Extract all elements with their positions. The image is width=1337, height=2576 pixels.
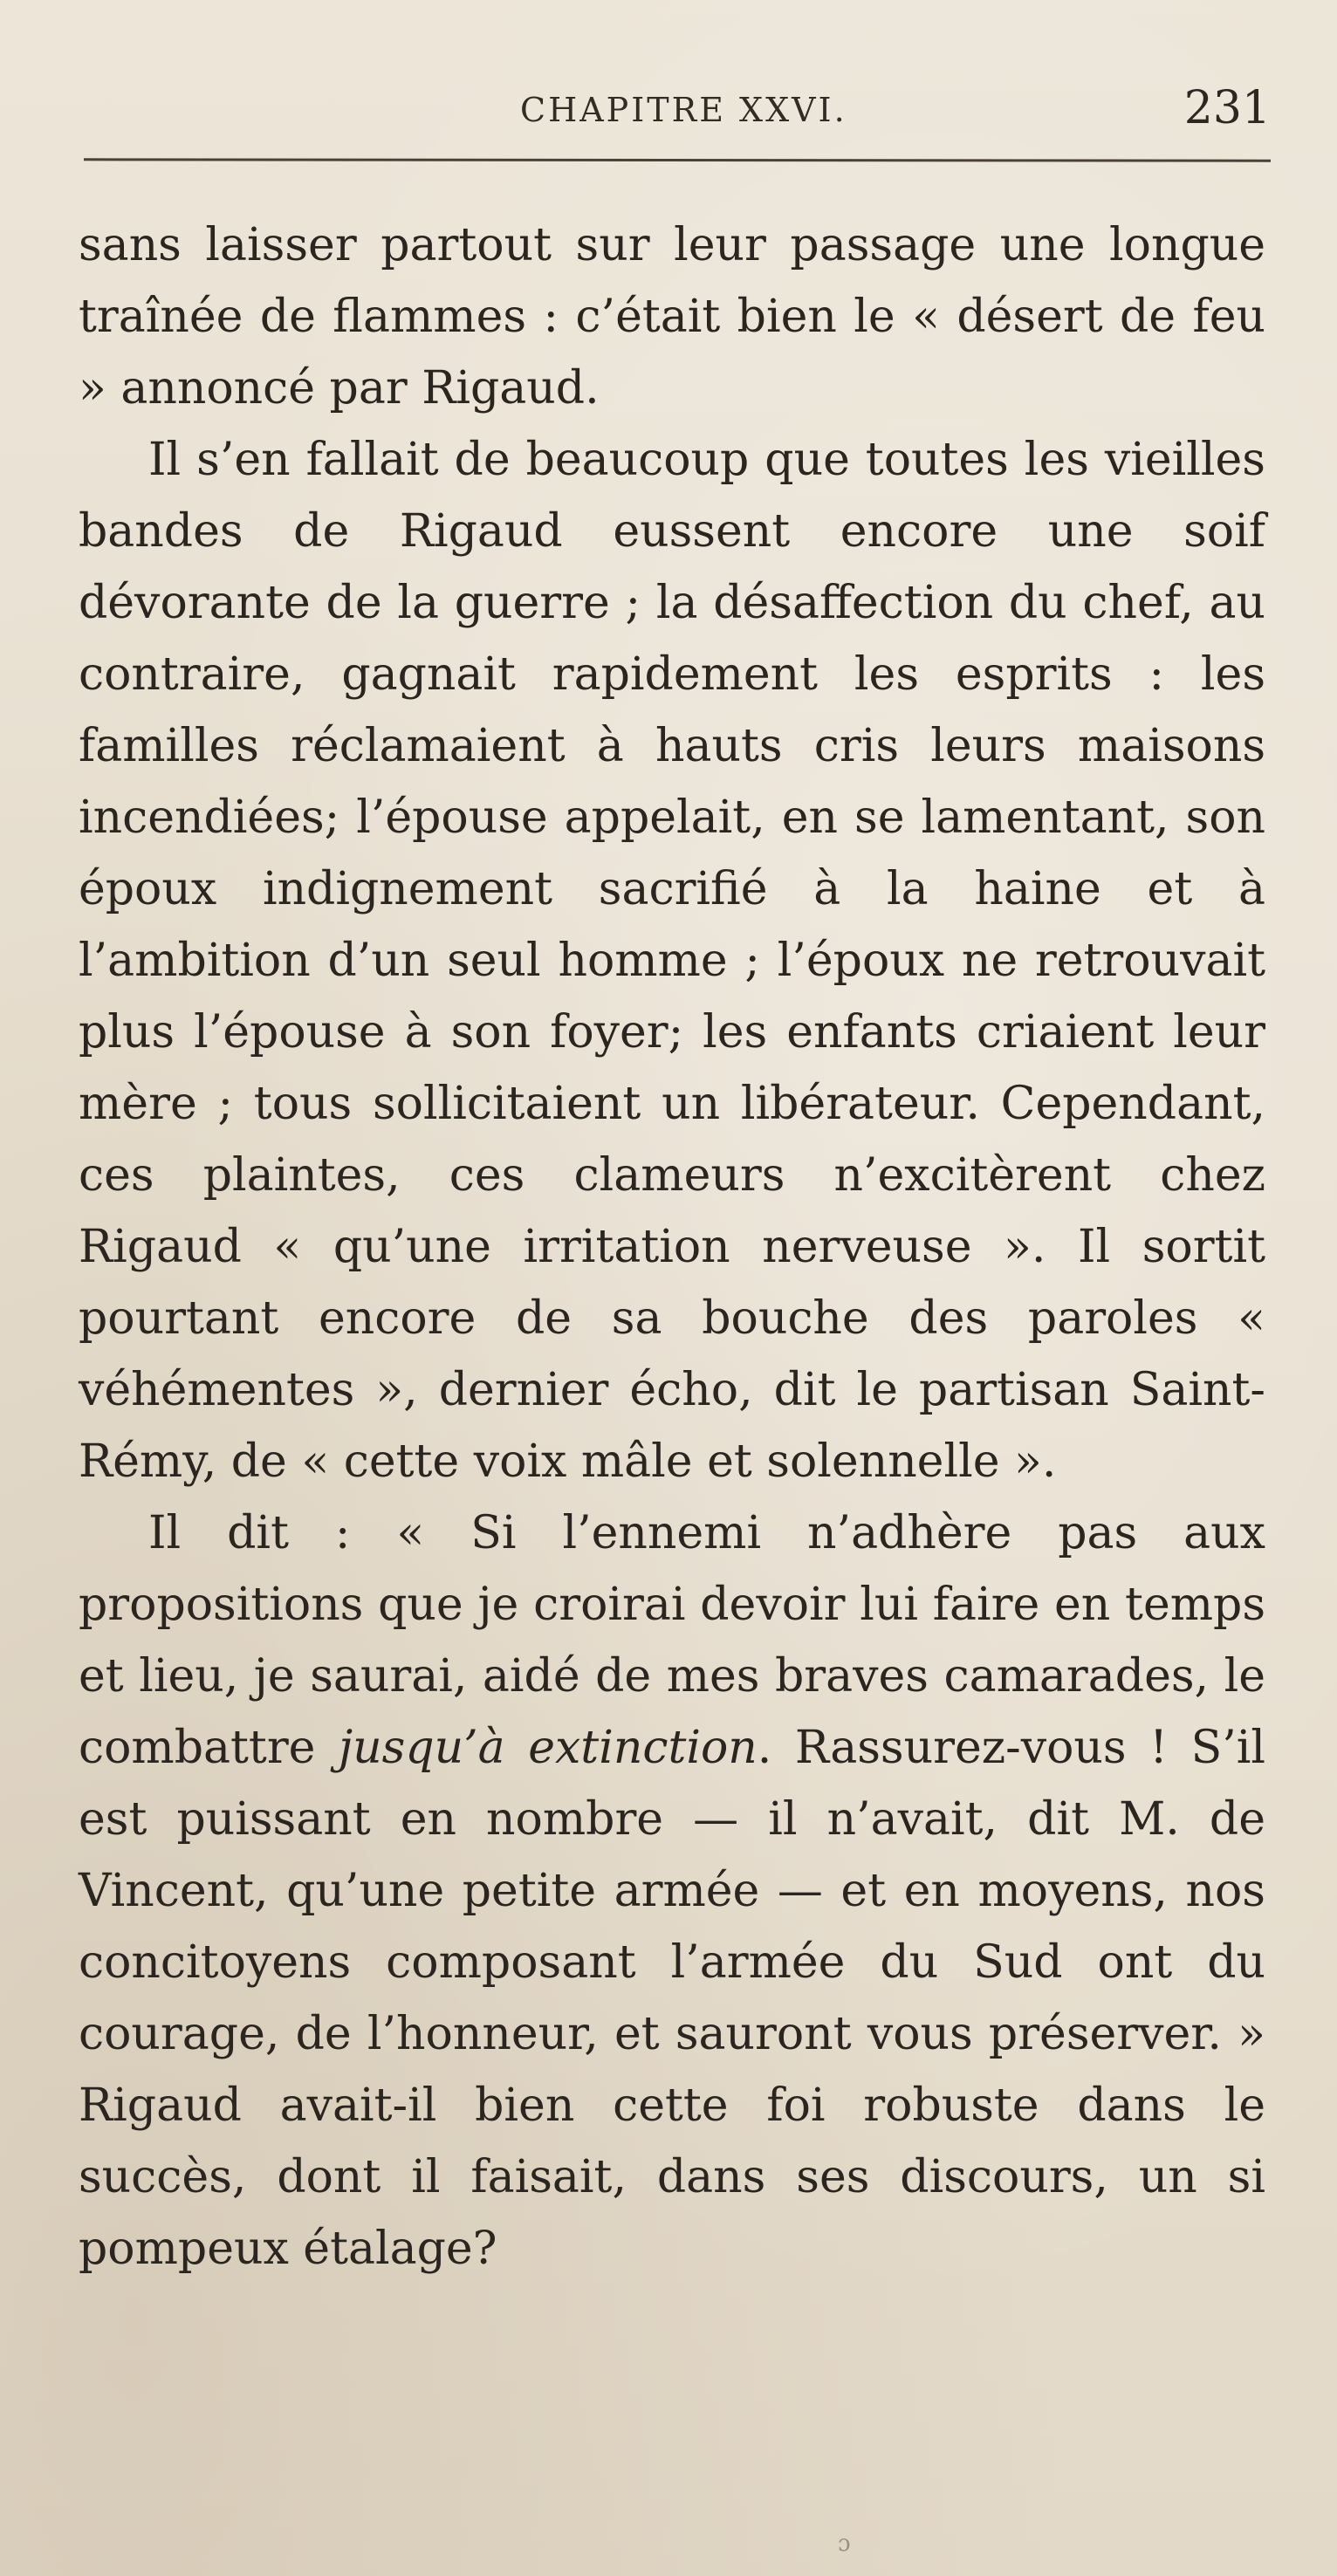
header-rule — [84, 158, 1271, 161]
chapter-title: CHAPITRE XXVI. — [520, 91, 847, 129]
paragraph-continuation: sans laisser partout sur leur passage une longue traînée de flammes : c’était bien le « désert de feu » annoncé par Rigaud. — [79, 219, 1265, 414]
paragraph-rigaud-speech — [79, 1497, 1265, 2285]
speech-text-after: . Rassurez-vous ! S’il est puissant en nombre — il n’avait, dit M. de Vincent, qu’une petite armée — et en moyens, nos concitoyens composant l’armée du Sud ont du courage, de l’honneur, et sauront vous préserver. » Rigaud avait-il bien cette foi robuste dans le succès, dont il faisait, dans ses discours, un si pompeux étalage? — [79, 1722, 1266, 2275]
folio-mark: ɔ — [838, 2531, 851, 2557]
page-number: 231 — [1183, 82, 1271, 134]
speech-italic-phrase: jusqu’à extinction — [339, 1722, 758, 1774]
speech-text-before: Il dit : « Si l’ennemi n’adhère pas aux propositions que je croirai devoir lui faire en temps et lieu, je saurai, aidé de mes braves camarades, le combattre — [79, 1507, 1265, 1774]
paragraph-rigaud-bands: Il s’en fallait de beaucoup que toutes les vieilles bandes de Rigaud eussent encore une soif dévorante de la guerre ; la désaffection du chef, au contraire, gagnait rapidement les esprits : les familles réclamaient à hauts cris leurs maisons incendiées; l’épouse appelait, en se lamentant, son époux indignement sacrifié à la haine et à l’ambition d’un seul homme ; l’époux ne retrouvait plus l’épouse à son foyer; les enfants criaient leur mère ; tous sollicitaient un libérateur. Cependant, ces plaintes, ces clameurs n’excitèrent chez Rigaud « qu’une irritation nerveuse ». Il sortit pourtant encore de sa bouche des paroles « véhémentes », dernier écho, dit le partisan Saint-Rémy, de « cette voix mâle et solennelle ». — [79, 434, 1265, 1488]
running-header — [84, 82, 1271, 147]
body-text — [79, 209, 1265, 2285]
